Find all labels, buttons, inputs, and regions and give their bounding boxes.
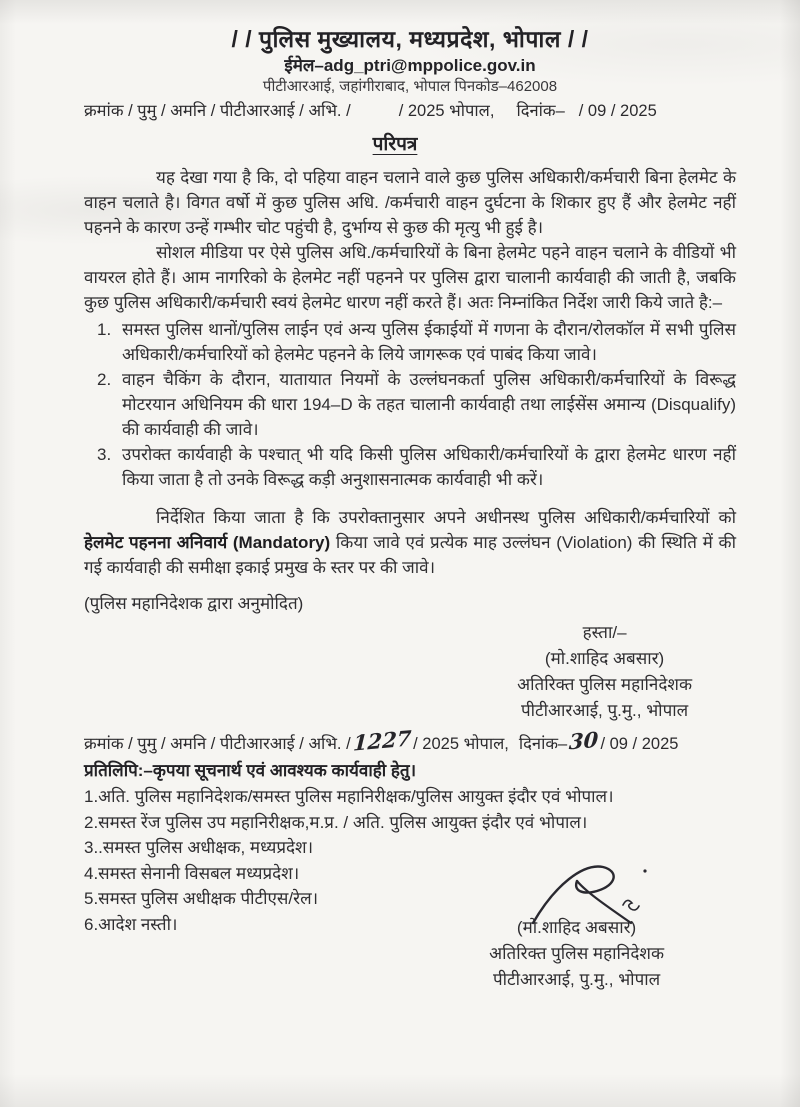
signatory-office: पीटीआरआई, पु.मु., भोपाल bbox=[492, 970, 661, 989]
signatory-name: (मो.शाहिद अबसार) bbox=[516, 918, 637, 937]
address-line: पीटीआरआई, जहांगीराबाद, भोपाल पिनकोड–462008 bbox=[262, 78, 558, 95]
email-line: ईमेल–adg_ptri@mppolice.gov.in bbox=[284, 56, 536, 75]
social-media-paragraph: सोशल मीडिया पर ऐसे पुलिस अधि./कर्मचारियों के बिना हेलमेट पहने वाहन चलाने के वीडियों भी वायरल होते हैं। आम नागरिको के हेलमेट नहीं पहनने पर पुलिस द्वारा चालानी कार्यवाही की जाती है, जबकि कुछ पुलिस अधिकारी/कर्मचारी स्वयं हेलमेट धारण नहीं करते हैं। अतः निम्नांकित निर्देश जारी किये जाते है:– bbox=[84, 243, 736, 312]
dispatch-date-label: दिनांक– bbox=[518, 735, 568, 753]
signature-scribble-icon bbox=[527, 857, 667, 942]
directive-item: वाहन चैकिंग के दौरान, यातायात नियमों के उल्लंघनकर्ता पुलिस अधिकारी/कर्मचारियों के विरूद्ध मोटरयान अधिनियम की धारा 194–D के तहत चालानी कार्यवाही तथा लाईसेंस अमान्य (Disqualify) की कार्यवाही की जावे। bbox=[122, 370, 736, 439]
copy-to-heading: प्रतिलिपि:–कृपया सूचनार्थ एवं आवश्यक कार्यवाही हेतु। bbox=[84, 761, 417, 780]
copy-item: 4.समस्त सेनानी विसबल मध्यप्रदेश। bbox=[84, 863, 300, 883]
handwritten-date: 30 bbox=[568, 726, 600, 755]
signatory-name: (मो.शाहिद अबसार) bbox=[544, 649, 665, 668]
copy-item: 5.समस्त पुलिस अधीक्षक पीटीएस/रेल। bbox=[84, 889, 319, 908]
handwritten-dispatch-number: 1227 bbox=[352, 725, 412, 756]
intro-paragraph: यह देखा गया है कि, दो पहिया वाहन चलाने वाले कुछ पुलिस अधिकारी/कर्मचारी बिना हेलमेट के वाहन चलाते है। विगत वर्षो में कुछ पुलिस अधि. /कर्मचारी वाहन दुर्घटना के शिकार हुए हैं और हेलमेट नहीं पहनने के कारण उन्हें गम्भीर चोट पहुंची है, दुर्भाग्य से कुछ की मृत्यु भी हुई है। bbox=[84, 168, 736, 237]
signatory-block-top bbox=[517, 620, 692, 724]
mandate-bold-phrase: हेलमेट पहनना अनिवार्य (Mandatory) bbox=[84, 533, 331, 552]
mandate-text-pre: निर्देशित किया जाता है कि उपरोक्तानुसार अपने अधीनस्थ पुलिस अधिकारी/कर्मचारियों को bbox=[156, 508, 736, 527]
directives-list bbox=[84, 317, 736, 492]
letterhead-title: / / पुलिस मुख्यालय, मध्यप्रदेश, भोपाल / / bbox=[231, 26, 589, 52]
signatory-designation: अतिरिक्त पुलिस महानिदेशक bbox=[517, 675, 692, 694]
reference-year: / 2025 भोपाल, bbox=[398, 102, 495, 120]
copy-item: 6.आदेश नस्ती। bbox=[84, 914, 178, 934]
subject-heading: परिपत्र bbox=[372, 134, 418, 155]
date-label: दिनांक– bbox=[516, 102, 565, 120]
dispatch-prefix: क्रमांक / पुमु / अमनि / पीटीआरआई / अभि. / bbox=[84, 735, 351, 753]
copy-item: 1.अति. पुलिस महानिदेशक/समस्त पुलिस महानिरीक्षक/पुलिस आयुक्त इंदौर एवं भोपाल। bbox=[84, 787, 614, 806]
signatory-designation: अतिरिक्त पुलिस महानिदेशक bbox=[489, 944, 664, 963]
copy-item: 2.समस्त रेंज पुलिस उप महानिरीक्षक,म.प्र. / अति. पुलिस आयुक्त इंदौर एवं भोपाल। bbox=[84, 812, 588, 832]
mandate-paragraph bbox=[84, 505, 736, 580]
reference-prefix: क्रमांक / पुमु / अमनि / पीटीआरआई / अभि. / bbox=[84, 102, 351, 120]
reference-number-line bbox=[84, 99, 736, 123]
signatory-office: पीटीआरआई, पु.मु., भोपाल bbox=[520, 701, 689, 720]
signed-abbreviation: हस्ता/– bbox=[582, 623, 627, 642]
dispatch-reference-line bbox=[84, 725, 736, 757]
copy-item: 3..समस्त पुलिस अधीक्षक, मध्यप्रदेश। bbox=[84, 838, 314, 857]
directive-item: उपरोक्त कार्यवाही के पश्चात् भी यदि किसी पुलिस अधिकारी/कर्मचारियों के द्वारा हेलमेट धारण नहीं किया जाता है तो उनके विरूद्ध कड़ी अनुशासनात्मक कार्यवाही भी करें। bbox=[122, 445, 736, 489]
dispatch-date-suffix: / 09 / 2025 bbox=[600, 735, 679, 753]
date-suffix: / 09 / 2025 bbox=[578, 102, 657, 120]
approval-note: (पुलिस महानिदेशक द्वारा अनुमोदित) bbox=[84, 594, 304, 613]
dispatch-year: / 2025 भोपाल, bbox=[413, 735, 509, 753]
directive-item: समस्त पुलिस थानों/पुलिस लाईन एवं अन्य पुलिस ईकाईयों में गणना के दौरान/रोलकॉल में सभी पुलिस अधिकारी/कर्मचारियों को हेलमेट पहनने के लिये जागरूक एवं पाबंद किया जावे। bbox=[122, 320, 736, 364]
signatory-block-bottom bbox=[489, 915, 664, 993]
mandate-text-post: किया जावे एवं प्रत्येक माह उल्लंघन (Violation) की स्थिति में की गई कार्यवाही की समीक्षा इकाई प्रमुख के स्तर पर की जावे। bbox=[84, 533, 736, 577]
